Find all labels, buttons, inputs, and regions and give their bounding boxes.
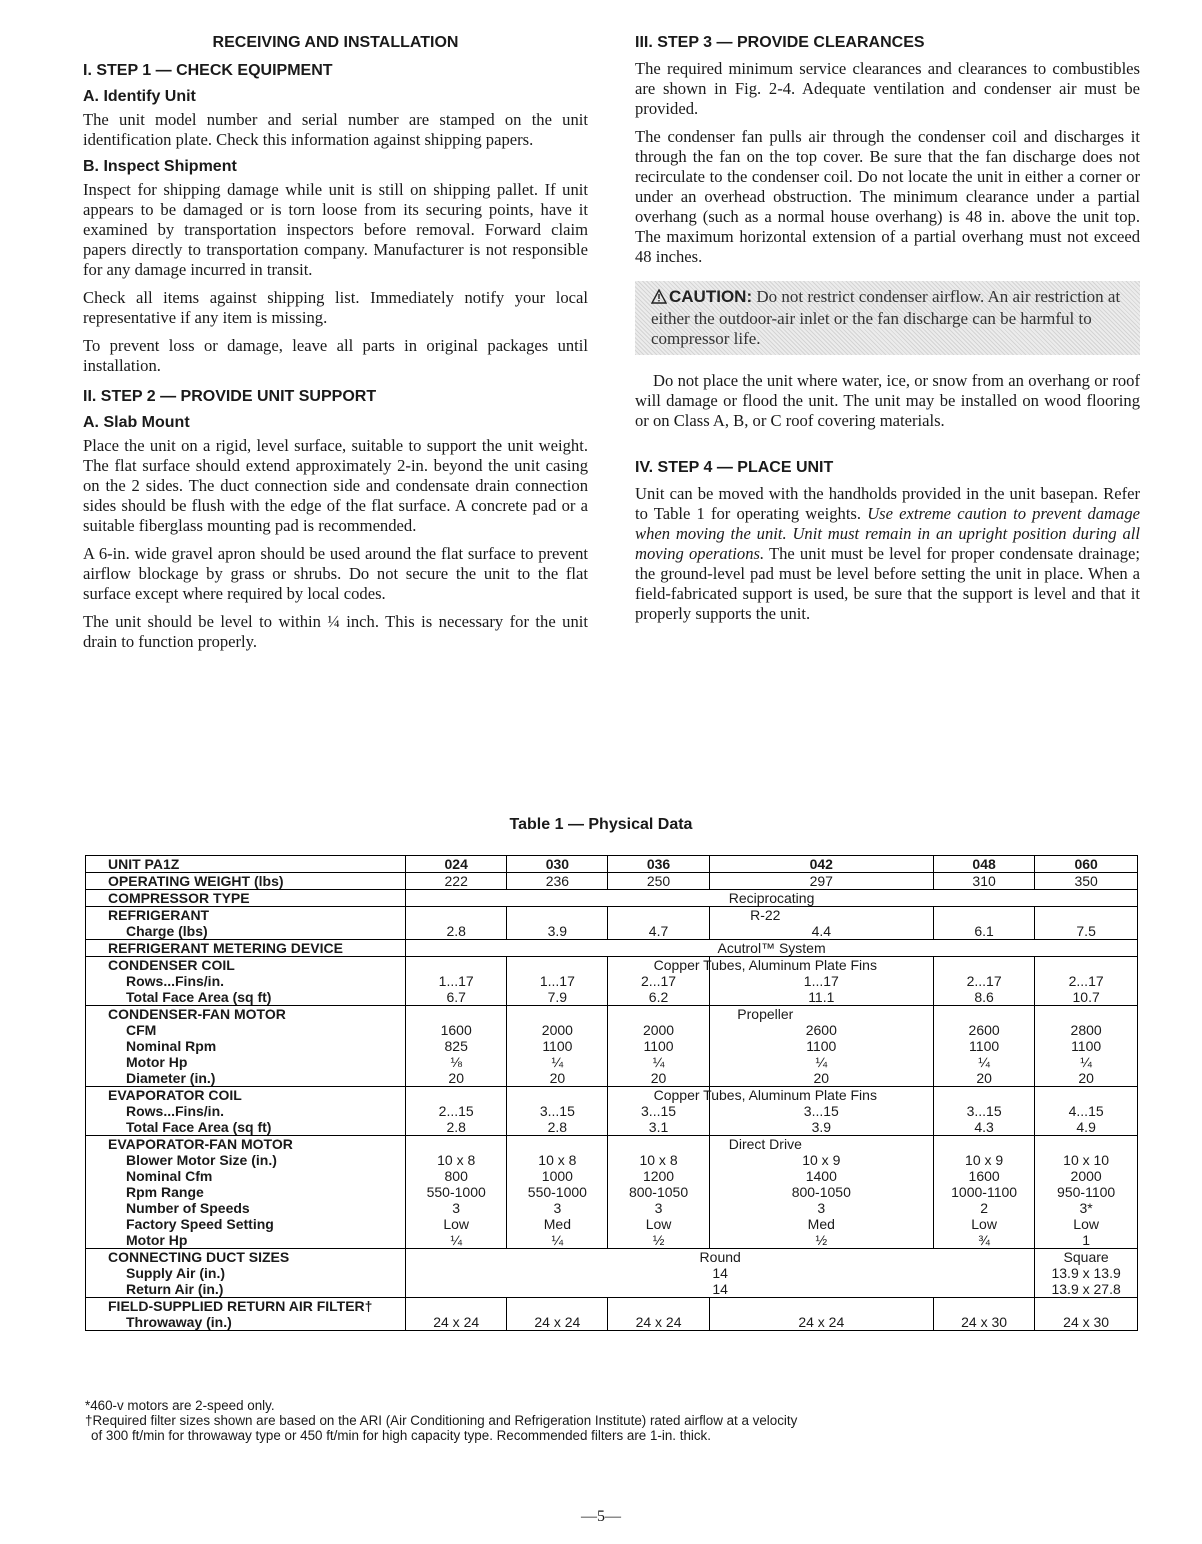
cell-value: 8.6 (974, 989, 994, 1005)
footnote-2a: †Required filter sizes shown are based on the ARI (Air Conditioning and Refrigeration Institute) rated airflow at a velocity (85, 1413, 798, 1428)
table-cell (406, 856, 507, 873)
slab-paragraph-2: A 6-in. wide gravel apron should be used around the flat surface to prevent airflow blockage by grass or shrubs. Do not secure the unit to the flat surface except where required by local codes. (83, 544, 588, 603)
cell-value: ⅛ (450, 1054, 463, 1070)
cell-value: 2800 (1070, 1022, 1102, 1038)
slab-paragraph-1: Place the unit on a rigid, level surface, suitable to support the unit weight. The flat surface should extend approximately 2-in. beyond the unit casing on the 2 sides. The duct connection side and condensate drain connection sides should be flush with the edge of the flat surface. A concrete pad or a suitable fiberglass mounting pad is recommended. (83, 436, 588, 535)
identify-unit-paragraph: The unit model number and serial number are stamped on the unit identification plate. Check this information against shipping papers. (83, 110, 588, 149)
table-cell (507, 1006, 608, 1087)
table-row (86, 890, 1138, 907)
cell-value (406, 1136, 506, 1152)
cell-value: 2600 (968, 1022, 1000, 1038)
cell-value: 3.9 (547, 923, 568, 939)
table-cell (1035, 907, 1138, 940)
cell-value (507, 907, 607, 923)
table-cell (1035, 1006, 1138, 1087)
cell-value: ¼ (652, 1054, 665, 1070)
cell-value: ¼ (551, 1054, 564, 1070)
cell-value: Low (1073, 1216, 1099, 1232)
cell-value: Reciprocating (728, 890, 815, 906)
table-cell (507, 907, 608, 940)
row-label-line: Total Face Area (sq ft) (126, 1119, 272, 1135)
table-cell (507, 957, 608, 1006)
cell-value (406, 907, 506, 923)
cell-value: 030 (545, 856, 570, 872)
table-cell (608, 873, 709, 890)
row-label-line: REFRIGERANT METERING DEVICE (108, 940, 343, 956)
table-cell-merged (406, 1249, 1035, 1298)
cell-value: Med (543, 1216, 571, 1232)
table-cell (933, 856, 1034, 873)
table-cell (1035, 1249, 1138, 1298)
cell-value: 1 (1082, 1232, 1091, 1248)
table-cell (406, 1087, 507, 1136)
cell-value: 10.7 (1072, 989, 1100, 1005)
row-label-line: EVAPORATOR-FAN MOTOR (108, 1136, 293, 1152)
table-cell (709, 873, 933, 890)
inspect-paragraph-1: Inspect for shipping damage while unit is still on shipping pallet. If unit appears to be damaged or is torn loose from its securing points, have it examined by transportation inspectors before removal. Forward claim papers directly to transportation company. Manufacturer is not responsible for any damage incurred in transit. (83, 180, 588, 279)
row-label-line: Number of Speeds (126, 1200, 250, 1216)
table-cell (1035, 856, 1138, 873)
footnote-2b: of 300 ft/min for throwaway type or 450 ft/min for high capacity type. Recommended filters are 1-in. thick. (91, 1428, 711, 1443)
cell-value: Direct Drive (728, 1136, 802, 1152)
row-label-line: CONDENSER COIL (108, 957, 235, 973)
cell-value: 2...17 (966, 973, 1002, 989)
table-cell (406, 1006, 507, 1087)
cell-value: 1100 (1071, 1038, 1102, 1054)
cell-value: 1...17 (438, 973, 474, 989)
cell-value: ¼ (1080, 1054, 1092, 1070)
table-cell (709, 907, 933, 940)
row-label-line: Return Air (in.) (126, 1281, 224, 1297)
cell-value: ½ (652, 1232, 665, 1248)
cell-value (934, 1298, 1034, 1314)
cell-value (934, 957, 1034, 973)
table-cell (933, 1087, 1034, 1136)
row-label-line: Nominal Cfm (126, 1168, 213, 1184)
cell-value: 950-1100 (1057, 1184, 1116, 1200)
cell-value (406, 957, 506, 973)
row-label-line: CFM (126, 1022, 157, 1038)
row-label (86, 856, 406, 873)
step4-paragraph (635, 484, 1140, 624)
step3-heading: III. STEP 3 — PROVIDE CLEARANCES (635, 34, 925, 51)
table-cell (1035, 1087, 1138, 1136)
left-column (83, 30, 588, 660)
cell-value: 3 (553, 1200, 562, 1216)
cell-value: ¼ (978, 1054, 990, 1070)
cell-value: 4.3 (974, 1119, 994, 1135)
warning-icon (651, 289, 667, 309)
footnote-1: *460-v motors are 2-speed only. (85, 1398, 275, 1413)
cell-value (406, 1006, 506, 1022)
row-label-line: Motor Hp (126, 1232, 188, 1248)
cell-value: 1...17 (539, 973, 575, 989)
table-cell (933, 1006, 1034, 1087)
table-cell (608, 1136, 709, 1249)
cell-value: 24 x 24 (534, 1314, 581, 1330)
cell-value: 222 (444, 873, 468, 889)
cell-value: 3.9 (811, 1119, 832, 1135)
cell-value: 1000 (541, 1168, 573, 1184)
step2-heading: II. STEP 2 — PROVIDE UNIT SUPPORT (83, 388, 377, 405)
row-label-line: REFRIGERANT (108, 907, 210, 923)
table-row (86, 940, 1138, 957)
cell-value: 297 (809, 873, 833, 889)
cell-value: 550-1000 (527, 1184, 587, 1200)
cell-value: 10 x 9 (965, 1152, 1004, 1168)
cell-value (1035, 1006, 1137, 1022)
row-label-line: Total Face Area (sq ft) (126, 989, 272, 1005)
row-label (86, 957, 406, 1006)
caution-box (635, 281, 1140, 355)
cell-value (934, 907, 1034, 923)
cell-value: 14 (712, 1281, 728, 1297)
table-cell (1035, 957, 1138, 1006)
cell-value: ¼ (815, 1054, 828, 1070)
cell-value: 1400 (805, 1168, 837, 1184)
table-cell (507, 873, 608, 890)
cell-value: 800-1050 (628, 1184, 689, 1200)
row-label-line: CONDENSER-FAN MOTOR (108, 1006, 286, 1022)
table-cell (406, 1298, 507, 1331)
table-cell-merged (406, 940, 1138, 957)
step4-text-b: The unit must be level for proper condensate drainage; the ground-level pad must be level before setting the unit in place. When a field-fabricated support is used, be sure that the support is level and that it properly supports the unit. (635, 544, 1140, 623)
step4-italic-text: Use extreme caution to prevent damage when moving the unit. Unit must remain in an upright position during all moving operations. (635, 504, 1140, 563)
inspect-paragraph-3: To prevent loss or damage, leave all parts in original packages until installation. (83, 336, 588, 375)
row-label-line: EVAPORATOR COIL (108, 1087, 242, 1103)
cell-value: 060 (1074, 856, 1098, 872)
row-label-line: Throwaway (in.) (126, 1314, 232, 1330)
step3-paragraph-2: The condenser fan pulls air through the condenser coil and discharges it through the fan on the top cover. Be sure that the fan discharge does not recirculate to the condenser coil. Do not locate the unit in either a corner or under an overhead obstruction. The minimum clearance under a partial overhang (such as a normal house overhang) is 48 in. above the unit top. The maximum horizontal extension of a partial overhang must not exceed 48 inches. (635, 127, 1140, 266)
cell-value: Round (699, 1249, 741, 1265)
cell-value: 024 (444, 856, 468, 872)
table-row (86, 1298, 1138, 1331)
cell-value: 10 x 8 (538, 1152, 577, 1168)
row-label (86, 940, 406, 957)
cell-value (507, 1298, 607, 1314)
physical-data-table (85, 855, 1138, 1331)
cell-value: Copper Tubes, Aluminum Plate Fins (653, 1087, 877, 1103)
table-row (86, 907, 1138, 940)
row-label-line: Motor Hp (126, 1054, 188, 1070)
cell-value: 3* (1079, 1200, 1093, 1216)
cell-value (1035, 957, 1137, 973)
cell-value: 036 (646, 856, 671, 872)
cell-value: 20 (1078, 1070, 1094, 1086)
cell-value: 3 (452, 1200, 461, 1216)
row-label-line: CONNECTING DUCT SIZES (108, 1249, 290, 1265)
cell-value: 2000 (1070, 1168, 1102, 1184)
cell-value: 310 (972, 873, 996, 889)
cell-value: Propeller (737, 1006, 794, 1022)
cell-value: 1600 (440, 1022, 472, 1038)
cell-value: 2000 (541, 1022, 573, 1038)
row-label-line: OPERATING WEIGHT (lbs) (108, 873, 284, 889)
page-number: —5— (581, 1508, 621, 1525)
cell-value (507, 1087, 607, 1103)
cell-value: 13.9 x 27.8 (1051, 1281, 1121, 1297)
table-cell (406, 907, 507, 940)
cell-value (1035, 1136, 1137, 1152)
table-cell (1035, 1298, 1138, 1331)
step1-heading: I. STEP 1 — CHECK EQUIPMENT (83, 62, 333, 79)
cell-value: 1100 (643, 1038, 674, 1054)
slab-mount-heading: A. Slab Mount (83, 414, 190, 431)
cell-value: 250 (646, 873, 671, 889)
cell-value: Square (1063, 1249, 1109, 1265)
cell-value: 10 x 10 (1063, 1152, 1110, 1168)
inspect-shipment-heading: B. Inspect Shipment (83, 158, 237, 175)
table-cell (608, 856, 709, 873)
cell-value: 236 (545, 873, 570, 889)
cell-value (934, 1136, 1034, 1152)
cell-value: 1100 (806, 1038, 837, 1054)
cell-value: 1100 (969, 1038, 1000, 1054)
cell-value (608, 1298, 708, 1314)
table-cell (507, 856, 608, 873)
table-cell (933, 907, 1034, 940)
cell-value: ½ (815, 1232, 828, 1248)
step3-paragraph-1: The required minimum service clearances and clearances to combustibles are shown in Fig. 2-4. Adequate ventilation and condenser air must be provided. (635, 59, 1140, 118)
cell-value: 2000 (642, 1022, 675, 1038)
cell-value: 2...17 (1068, 973, 1104, 989)
cell-value: Low (645, 1216, 672, 1232)
row-label-line: COMPRESSOR TYPE (108, 890, 250, 906)
right-column (635, 30, 1140, 632)
cell-value: ¼ (450, 1232, 463, 1248)
row-label-line: FIELD-SUPPLIED RETURN AIR FILTER† (108, 1298, 373, 1314)
row-label-line: Blower Motor Size (in.) (126, 1152, 277, 1168)
cell-value: 20 (976, 1070, 992, 1086)
row-label-line: Diameter (in.) (126, 1070, 216, 1086)
cell-value: 3...15 (641, 1103, 677, 1119)
cell-value: 24 x 24 (635, 1314, 682, 1330)
slab-paragraph-3: The unit should be level to within ¼ inch. This is necessary for the unit drain to function properly. (83, 612, 588, 651)
cell-value: 24 x 24 (798, 1314, 845, 1330)
cell-value: 825 (444, 1038, 468, 1054)
cell-value: 1200 (642, 1168, 675, 1184)
row-label-line: Rows...Fins/in. (126, 973, 225, 989)
caution-title: CAUTION: (669, 287, 753, 306)
cell-value: ¼ (551, 1232, 564, 1248)
table-row (86, 957, 1138, 1006)
cell-value (710, 1298, 933, 1314)
row-label-line: Supply Air (in.) (126, 1265, 226, 1281)
table-cell (507, 1087, 608, 1136)
table-cell (507, 1136, 608, 1249)
row-label (86, 1249, 406, 1298)
cell-value: 24 x 24 (433, 1314, 480, 1330)
cell-value: 14 (712, 1265, 728, 1281)
table-row (86, 1249, 1138, 1298)
cell-value: 10 x 9 (802, 1152, 841, 1168)
cell-value: 550-1000 (426, 1184, 486, 1200)
cell-value: 20 (448, 1070, 464, 1086)
cell-value: 3...15 (803, 1103, 839, 1119)
cell-value: 800 (444, 1168, 468, 1184)
cell-value: 24 x 30 (1063, 1314, 1110, 1330)
cell-value: 2...15 (438, 1103, 474, 1119)
row-label (86, 1136, 406, 1249)
row-label-line: Rows...Fins/in. (126, 1103, 225, 1119)
table-row (86, 1006, 1138, 1087)
cell-value: 6.7 (446, 989, 466, 1005)
cell-value: 2600 (805, 1022, 837, 1038)
table-row (86, 1087, 1138, 1136)
cell-value: R-22 (750, 907, 781, 923)
cell-value: 4.7 (648, 923, 669, 939)
row-label (86, 1006, 406, 1087)
table-row (86, 873, 1138, 890)
cell-value: 350 (1074, 873, 1098, 889)
cell-value: 6.2 (648, 989, 669, 1005)
cell-value (406, 1087, 506, 1103)
row-label-line: UNIT PA1Z (108, 856, 180, 872)
cell-value (934, 1006, 1034, 1022)
footnotes (85, 1398, 797, 1443)
cell-value: 20 (650, 1070, 667, 1086)
main-heading: RECEIVING AND INSTALLATION (212, 34, 459, 51)
cell-value: 7.5 (1076, 923, 1096, 939)
cell-value (406, 1298, 506, 1314)
cell-value: 3 (654, 1200, 663, 1216)
table-cell (933, 873, 1034, 890)
step4-heading: IV. STEP 4 — PLACE UNIT (635, 459, 834, 476)
row-label-line: Charge (lbs) (126, 923, 208, 939)
cell-value: 2.8 (547, 1119, 568, 1135)
caution-text: Do not restrict condenser airflow. An air restriction at either the outdoor-air inlet or the fan discharge can be harmful to compressor life. (651, 287, 1121, 348)
cell-value (507, 1136, 607, 1152)
table-cell (709, 1298, 933, 1331)
cell-value (507, 957, 607, 973)
cell-value: 3...15 (966, 1103, 1002, 1119)
cell-value: Copper Tubes, Aluminum Plate Fins (653, 957, 877, 973)
table-row (86, 1136, 1138, 1249)
cell-value: 048 (972, 856, 996, 872)
cell-value: 4.9 (1076, 1119, 1096, 1135)
table-cell (1035, 873, 1138, 890)
cell-value (1035, 1087, 1137, 1103)
cell-value: 800-1050 (791, 1184, 851, 1200)
row-label (86, 873, 406, 890)
cell-value (507, 1006, 607, 1022)
table-cell (933, 1298, 1034, 1331)
cell-value: 1600 (968, 1168, 1000, 1184)
row-label-line: Rpm Range (126, 1184, 204, 1200)
cell-value: 13.9 x 13.9 (1051, 1265, 1121, 1281)
cell-value: 20 (549, 1070, 566, 1086)
cell-value: 24 x 30 (961, 1314, 1008, 1330)
cell-value: 20 (813, 1070, 830, 1086)
table-row (86, 856, 1138, 873)
row-label (86, 1298, 406, 1331)
cell-value: 7.9 (547, 989, 568, 1005)
table-cell (507, 1298, 608, 1331)
cell-value: 042 (809, 856, 833, 872)
table-cell (406, 1136, 507, 1249)
cell-value: 1...17 (803, 973, 839, 989)
cell-value (1035, 1298, 1137, 1314)
cell-value: 11.1 (808, 989, 835, 1005)
table-cell (608, 1298, 709, 1331)
row-label-line: Nominal Rpm (126, 1038, 217, 1054)
cell-value: ¾ (978, 1232, 990, 1248)
row-label (86, 890, 406, 907)
table-cell (709, 856, 933, 873)
table-cell (406, 957, 507, 1006)
row-label (86, 1087, 406, 1136)
cell-value: Low (443, 1216, 470, 1232)
row-label-line: Factory Speed Setting (126, 1216, 274, 1232)
table-cell (406, 873, 507, 890)
table-cell (653, 1087, 933, 1136)
cell-value (1035, 907, 1137, 923)
cell-value: 1000-1100 (951, 1184, 1018, 1200)
table-cell (709, 1006, 933, 1087)
step4-text-a: Unit can be moved with the handholds provided in the unit basepan. Refer to Table 1 for operating weights. (635, 484, 1140, 523)
cell-value: 4.4 (811, 923, 832, 939)
cell-value: 6.1 (974, 923, 994, 939)
cell-value: Med (807, 1216, 835, 1232)
cell-value: 2 (980, 1200, 988, 1216)
cell-value: Low (971, 1216, 997, 1232)
cell-value: Acutrol™ System (717, 940, 826, 956)
cell-value: 3...15 (539, 1103, 575, 1119)
identify-unit-heading: A. Identify Unit (83, 88, 196, 105)
cell-value (934, 1087, 1034, 1103)
cell-value: 3.1 (648, 1119, 669, 1135)
cell-value: 2.8 (446, 923, 466, 939)
cell-value: 10 x 8 (639, 1152, 678, 1168)
table-cell (1035, 1136, 1138, 1249)
cell-value: 3 (817, 1200, 826, 1216)
cell-value: 10 x 8 (437, 1152, 476, 1168)
table-cell-merged (406, 890, 1138, 907)
inspect-paragraph-2: Check all items against shipping list. Immediately notify your local representative if any item is missing. (83, 288, 588, 327)
cell-value: 2...17 (641, 973, 677, 989)
cell-value: 4...15 (1068, 1103, 1104, 1119)
row-label (86, 907, 406, 940)
table-cell (709, 1136, 933, 1249)
step3-paragraph-3: Do not place the unit where water, ice, or snow from an overhang or roof will damage or flood the unit. The unit may be installed on wood flooring or on Class A, B, or C roof covering materials. (635, 371, 1140, 430)
table-cell (933, 1136, 1034, 1249)
table-cell (933, 957, 1034, 1006)
cell-value: 2.8 (446, 1119, 466, 1135)
cell-value: 1100 (542, 1038, 573, 1054)
table-title: Table 1 — Physical Data (509, 816, 693, 833)
